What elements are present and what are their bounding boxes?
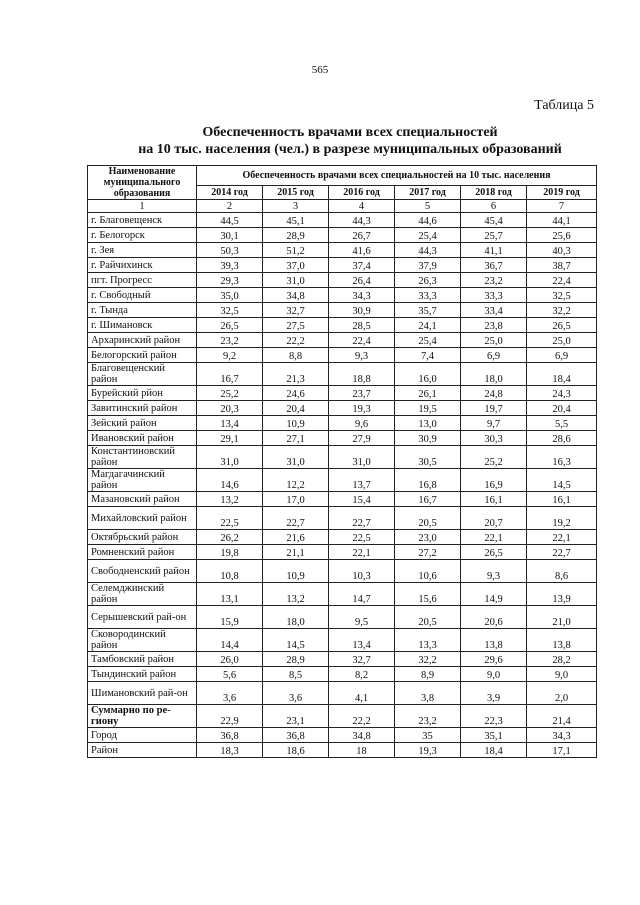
value-cell: 20,5 bbox=[395, 507, 461, 530]
value-cell: 29,1 bbox=[197, 431, 263, 446]
value-cell: 20,5 bbox=[395, 606, 461, 629]
value-cell: 13,7 bbox=[329, 469, 395, 492]
value-cell: 28,9 bbox=[263, 228, 329, 243]
value-cell: 9,0 bbox=[461, 667, 527, 682]
table-row bbox=[88, 273, 597, 288]
page-number: 565 bbox=[311, 64, 329, 76]
value-cell: 37,0 bbox=[263, 258, 329, 273]
value-cell: 33,4 bbox=[461, 303, 527, 318]
value-cell: 26,5 bbox=[197, 318, 263, 333]
column-header-municipality: Наименование муниципального образования bbox=[88, 166, 197, 200]
table-row bbox=[88, 507, 597, 530]
municipality-name-cell: г. Свободный bbox=[88, 288, 197, 303]
table-row bbox=[88, 401, 597, 416]
value-cell: 26,5 bbox=[461, 545, 527, 560]
table-row bbox=[88, 318, 597, 333]
value-cell: 22,5 bbox=[329, 530, 395, 545]
value-cell: 35 bbox=[395, 728, 461, 743]
title-line-2: на 10 тыс. населения (чел.) в разрезе муниципальных образований bbox=[138, 142, 562, 157]
value-cell: 2,0 bbox=[527, 682, 597, 705]
value-cell: 16,1 bbox=[527, 492, 597, 507]
municipality-name-cell: Завитинский район bbox=[88, 401, 197, 416]
table-row bbox=[88, 288, 597, 303]
table-row bbox=[88, 545, 597, 560]
column-number-row bbox=[88, 200, 597, 213]
table-row bbox=[88, 667, 597, 682]
value-cell: 13,8 bbox=[527, 629, 597, 652]
value-cell: 10,8 bbox=[197, 560, 263, 583]
value-cell: 32,2 bbox=[395, 652, 461, 667]
value-cell: 13,1 bbox=[197, 583, 263, 606]
value-cell: 44,3 bbox=[395, 243, 461, 258]
table-row bbox=[88, 705, 597, 728]
table-row bbox=[88, 228, 597, 243]
value-cell: 16,0 bbox=[395, 363, 461, 386]
municipality-name-cell: Ивановский район bbox=[88, 431, 197, 446]
table-row bbox=[88, 583, 597, 606]
value-cell: 8,5 bbox=[263, 667, 329, 682]
value-cell: 44,5 bbox=[197, 213, 263, 228]
value-cell: 23,2 bbox=[461, 273, 527, 288]
value-cell: 23,8 bbox=[461, 318, 527, 333]
value-cell: 15,9 bbox=[197, 606, 263, 629]
value-cell: 32,7 bbox=[329, 652, 395, 667]
value-cell: 6,9 bbox=[461, 348, 527, 363]
value-cell: 32,5 bbox=[197, 303, 263, 318]
value-cell: 14,6 bbox=[197, 469, 263, 492]
value-cell: 22,2 bbox=[329, 705, 395, 728]
value-cell: 20,7 bbox=[461, 507, 527, 530]
table-row bbox=[88, 728, 597, 743]
value-cell: 23,7 bbox=[329, 386, 395, 401]
value-cell: 24,6 bbox=[263, 386, 329, 401]
value-cell: 39,3 bbox=[197, 258, 263, 273]
value-cell: 25,2 bbox=[461, 446, 527, 469]
column-number: 6 bbox=[461, 200, 527, 213]
value-cell: 28,9 bbox=[263, 652, 329, 667]
value-cell: 16,1 bbox=[461, 492, 527, 507]
value-cell: 10,6 bbox=[395, 560, 461, 583]
value-cell: 31,0 bbox=[263, 446, 329, 469]
value-cell: 27,9 bbox=[329, 431, 395, 446]
table-row bbox=[88, 386, 597, 401]
table-row bbox=[88, 530, 597, 545]
value-cell: 20,6 bbox=[461, 606, 527, 629]
municipality-name-cell: Район bbox=[88, 743, 197, 758]
value-cell: 44,1 bbox=[527, 213, 597, 228]
value-cell: 25,2 bbox=[197, 386, 263, 401]
table-row bbox=[88, 348, 597, 363]
value-cell: 24,3 bbox=[527, 386, 597, 401]
column-header-year: 2017 год bbox=[395, 186, 461, 200]
value-cell: 20,4 bbox=[527, 401, 597, 416]
value-cell: 36,7 bbox=[461, 258, 527, 273]
value-cell: 19,7 bbox=[461, 401, 527, 416]
value-cell: 44,6 bbox=[395, 213, 461, 228]
value-cell: 21,1 bbox=[263, 545, 329, 560]
value-cell: 26,3 bbox=[395, 273, 461, 288]
table-row bbox=[88, 363, 597, 386]
table-row bbox=[88, 492, 597, 507]
value-cell: 9,5 bbox=[329, 606, 395, 629]
value-cell: 9,0 bbox=[527, 667, 597, 682]
value-cell: 5,5 bbox=[527, 416, 597, 431]
value-cell: 37,9 bbox=[395, 258, 461, 273]
column-header-year: 2016 год bbox=[329, 186, 395, 200]
value-cell: 26,7 bbox=[329, 228, 395, 243]
value-cell: 24,8 bbox=[461, 386, 527, 401]
value-cell: 18,6 bbox=[263, 743, 329, 758]
value-cell: 28,6 bbox=[527, 431, 597, 446]
value-cell: 31,0 bbox=[197, 446, 263, 469]
value-cell: 19,5 bbox=[395, 401, 461, 416]
municipality-name-cell: г. Зея bbox=[88, 243, 197, 258]
value-cell: 23,2 bbox=[197, 333, 263, 348]
value-cell: 16,9 bbox=[461, 469, 527, 492]
value-cell: 32,7 bbox=[263, 303, 329, 318]
column-number: 5 bbox=[395, 200, 461, 213]
table-row bbox=[88, 243, 597, 258]
municipality-name-cell: г. Благовещенск bbox=[88, 213, 197, 228]
value-cell: 22,4 bbox=[329, 333, 395, 348]
value-cell: 18,0 bbox=[263, 606, 329, 629]
value-cell: 8,2 bbox=[329, 667, 395, 682]
value-cell: 18,0 bbox=[461, 363, 527, 386]
value-cell: 10,3 bbox=[329, 560, 395, 583]
table-row bbox=[88, 258, 597, 273]
value-cell: 25,6 bbox=[527, 228, 597, 243]
value-cell: 25,0 bbox=[461, 333, 527, 348]
municipality-name-cell: г. Шимановск bbox=[88, 318, 197, 333]
municipality-name-cell: г. Тында bbox=[88, 303, 197, 318]
municipality-name-cell: г. Райчихинск bbox=[88, 258, 197, 273]
value-cell: 13,0 bbox=[395, 416, 461, 431]
municipality-name-cell: Архаринский район bbox=[88, 333, 197, 348]
value-cell: 14,4 bbox=[197, 629, 263, 652]
municipality-name-cell: Свободненский район bbox=[88, 560, 197, 583]
table-row bbox=[88, 446, 597, 469]
value-cell: 34,3 bbox=[329, 288, 395, 303]
value-cell: 18,4 bbox=[527, 363, 597, 386]
value-cell: 3,9 bbox=[461, 682, 527, 705]
value-cell: 19,8 bbox=[197, 545, 263, 560]
value-cell: 25,7 bbox=[461, 228, 527, 243]
value-cell: 20,3 bbox=[197, 401, 263, 416]
value-cell: 25,4 bbox=[395, 333, 461, 348]
table-row bbox=[88, 416, 597, 431]
value-cell: 15,6 bbox=[395, 583, 461, 606]
value-cell: 34,3 bbox=[527, 728, 597, 743]
value-cell: 50,3 bbox=[197, 243, 263, 258]
value-cell: 30,9 bbox=[329, 303, 395, 318]
value-cell: 30,3 bbox=[461, 431, 527, 446]
value-cell: 45,4 bbox=[461, 213, 527, 228]
value-cell: 36,8 bbox=[263, 728, 329, 743]
municipality-name-cell: Шимановский рай-он bbox=[88, 682, 197, 705]
value-cell: 16,7 bbox=[197, 363, 263, 386]
value-cell: 20,4 bbox=[263, 401, 329, 416]
value-cell: 22,5 bbox=[197, 507, 263, 530]
value-cell: 10,9 bbox=[263, 560, 329, 583]
value-cell: 14,9 bbox=[461, 583, 527, 606]
value-cell: 35,0 bbox=[197, 288, 263, 303]
table-row bbox=[88, 652, 597, 667]
table-row bbox=[88, 303, 597, 318]
value-cell: 45,1 bbox=[263, 213, 329, 228]
value-cell: 22,1 bbox=[329, 545, 395, 560]
value-cell: 30,1 bbox=[197, 228, 263, 243]
municipality-name-cell: Мазановский район bbox=[88, 492, 197, 507]
physicians-per-10k-table bbox=[87, 165, 597, 758]
value-cell: 3,6 bbox=[197, 682, 263, 705]
value-cell: 14,5 bbox=[527, 469, 597, 492]
value-cell: 40,3 bbox=[527, 243, 597, 258]
value-cell: 26,2 bbox=[197, 530, 263, 545]
value-cell: 22,7 bbox=[263, 507, 329, 530]
value-cell: 3,6 bbox=[263, 682, 329, 705]
municipality-name-cell: Зейский район bbox=[88, 416, 197, 431]
value-cell: 13,3 bbox=[395, 629, 461, 652]
value-cell: 17,0 bbox=[263, 492, 329, 507]
value-cell: 16,3 bbox=[527, 446, 597, 469]
table-row bbox=[88, 213, 597, 228]
municipality-name-cell: Сковородинский район bbox=[88, 629, 197, 652]
value-cell: 27,5 bbox=[263, 318, 329, 333]
municipality-name-cell: Серышевский рай-он bbox=[88, 606, 197, 629]
municipality-name-cell: Суммарно по ре-гиону bbox=[88, 705, 197, 728]
municipality-name-cell: пгт. Прогресс bbox=[88, 273, 197, 288]
municipality-name-cell: Благовещенский район bbox=[88, 363, 197, 386]
value-cell: 44,3 bbox=[329, 213, 395, 228]
value-cell: 23,2 bbox=[395, 705, 461, 728]
column-number: 2 bbox=[197, 200, 263, 213]
value-cell: 24,1 bbox=[395, 318, 461, 333]
value-cell: 36,8 bbox=[197, 728, 263, 743]
value-cell: 9,7 bbox=[461, 416, 527, 431]
column-header-year: 2019 год bbox=[527, 186, 597, 200]
municipality-name-cell: г. Белогорск bbox=[88, 228, 197, 243]
value-cell: 31,0 bbox=[329, 446, 395, 469]
value-cell: 16,7 bbox=[395, 492, 461, 507]
value-cell: 26,1 bbox=[395, 386, 461, 401]
value-cell: 35,1 bbox=[461, 728, 527, 743]
column-header-year: 2015 год bbox=[263, 186, 329, 200]
value-cell: 22,1 bbox=[461, 530, 527, 545]
municipality-name-cell: Октябрьский район bbox=[88, 530, 197, 545]
value-cell: 22,3 bbox=[461, 705, 527, 728]
value-cell: 9,6 bbox=[329, 416, 395, 431]
value-cell: 3,8 bbox=[395, 682, 461, 705]
value-cell: 26,4 bbox=[329, 273, 395, 288]
title-line-1: Обеспеченность врачами всех специальностей bbox=[202, 125, 498, 140]
value-cell: 7,4 bbox=[395, 348, 461, 363]
value-cell: 41,1 bbox=[461, 243, 527, 258]
value-cell: 8,6 bbox=[527, 560, 597, 583]
table-row bbox=[88, 560, 597, 583]
value-cell: 22,2 bbox=[263, 333, 329, 348]
column-group-header: Обеспеченность врачами всех специальностей на 10 тыс. населения bbox=[197, 166, 597, 186]
table-row bbox=[88, 606, 597, 629]
value-cell: 4,1 bbox=[329, 682, 395, 705]
value-cell: 22,4 bbox=[527, 273, 597, 288]
value-cell: 35,7 bbox=[395, 303, 461, 318]
value-cell: 18,8 bbox=[329, 363, 395, 386]
value-cell: 27,1 bbox=[263, 431, 329, 446]
value-cell: 26,5 bbox=[527, 318, 597, 333]
value-cell: 23,1 bbox=[263, 705, 329, 728]
value-cell: 8,9 bbox=[395, 667, 461, 682]
value-cell: 22,7 bbox=[329, 507, 395, 530]
value-cell: 28,2 bbox=[527, 652, 597, 667]
value-cell: 12,2 bbox=[263, 469, 329, 492]
value-cell: 13,2 bbox=[197, 492, 263, 507]
value-cell: 9,3 bbox=[461, 560, 527, 583]
value-cell: 16,8 bbox=[395, 469, 461, 492]
value-cell: 28,5 bbox=[329, 318, 395, 333]
value-cell: 34,8 bbox=[329, 728, 395, 743]
value-cell: 27,2 bbox=[395, 545, 461, 560]
municipality-name-cell: Город bbox=[88, 728, 197, 743]
value-cell: 21,4 bbox=[527, 705, 597, 728]
value-cell: 19,2 bbox=[527, 507, 597, 530]
value-cell: 19,3 bbox=[329, 401, 395, 416]
value-cell: 13,4 bbox=[329, 629, 395, 652]
value-cell: 21,0 bbox=[527, 606, 597, 629]
value-cell: 18 bbox=[329, 743, 395, 758]
column-number: 3 bbox=[263, 200, 329, 213]
municipality-name-cell: Селемджинский район bbox=[88, 583, 197, 606]
column-number: 4 bbox=[329, 200, 395, 213]
value-cell: 51,2 bbox=[263, 243, 329, 258]
municipality-name-cell: Тамбовский район bbox=[88, 652, 197, 667]
value-cell: 37,4 bbox=[329, 258, 395, 273]
value-cell: 31,0 bbox=[263, 273, 329, 288]
value-cell: 38,7 bbox=[527, 258, 597, 273]
value-cell: 30,9 bbox=[395, 431, 461, 446]
value-cell: 25,0 bbox=[527, 333, 597, 348]
value-cell: 21,3 bbox=[263, 363, 329, 386]
column-number: 1 bbox=[88, 200, 197, 213]
column-header-year: 2014 год bbox=[197, 186, 263, 200]
value-cell: 41,6 bbox=[329, 243, 395, 258]
value-cell: 9,3 bbox=[329, 348, 395, 363]
column-header-year: 2018 год bbox=[461, 186, 527, 200]
value-cell: 13,9 bbox=[527, 583, 597, 606]
value-cell: 13,2 bbox=[263, 583, 329, 606]
municipality-name-cell: Ромненский район bbox=[88, 545, 197, 560]
value-cell: 32,2 bbox=[527, 303, 597, 318]
value-cell: 30,5 bbox=[395, 446, 461, 469]
value-cell: 19,3 bbox=[395, 743, 461, 758]
table-label: Таблица 5 bbox=[534, 98, 594, 113]
table-row bbox=[88, 743, 597, 758]
value-cell: 14,7 bbox=[329, 583, 395, 606]
value-cell: 18,3 bbox=[197, 743, 263, 758]
value-cell: 34,8 bbox=[263, 288, 329, 303]
value-cell: 13,4 bbox=[197, 416, 263, 431]
value-cell: 17,1 bbox=[527, 743, 597, 758]
value-cell: 23,0 bbox=[395, 530, 461, 545]
table-row bbox=[88, 431, 597, 446]
value-cell: 8,8 bbox=[263, 348, 329, 363]
table-row bbox=[88, 629, 597, 652]
municipality-name-cell: Магдагачинский район bbox=[88, 469, 197, 492]
value-cell: 25,4 bbox=[395, 228, 461, 243]
value-cell: 29,3 bbox=[197, 273, 263, 288]
table-row bbox=[88, 469, 597, 492]
value-cell: 32,5 bbox=[527, 288, 597, 303]
municipality-name-cell: Михайловский район bbox=[88, 507, 197, 530]
value-cell: 33,3 bbox=[395, 288, 461, 303]
municipality-name-cell: Константиновский район bbox=[88, 446, 197, 469]
municipality-name-cell: Бурейский рйон bbox=[88, 386, 197, 401]
value-cell: 18,4 bbox=[461, 743, 527, 758]
value-cell: 26,0 bbox=[197, 652, 263, 667]
value-cell: 10,9 bbox=[263, 416, 329, 431]
value-cell: 22,9 bbox=[197, 705, 263, 728]
value-cell: 9,2 bbox=[197, 348, 263, 363]
municipality-name-cell: Тындинский район bbox=[88, 667, 197, 682]
value-cell: 5,6 bbox=[197, 667, 263, 682]
value-cell: 15,4 bbox=[329, 492, 395, 507]
table-body bbox=[88, 213, 597, 758]
document-title bbox=[0, 124, 640, 158]
value-cell: 33,3 bbox=[461, 288, 527, 303]
table-row bbox=[88, 333, 597, 348]
value-cell: 14,5 bbox=[263, 629, 329, 652]
value-cell: 22,1 bbox=[527, 530, 597, 545]
value-cell: 22,7 bbox=[527, 545, 597, 560]
value-cell: 6,9 bbox=[527, 348, 597, 363]
value-cell: 13,8 bbox=[461, 629, 527, 652]
table-row bbox=[88, 682, 597, 705]
municipality-name-cell: Белогорский район bbox=[88, 348, 197, 363]
value-cell: 21,6 bbox=[263, 530, 329, 545]
column-number: 7 bbox=[527, 200, 597, 213]
value-cell: 29,6 bbox=[461, 652, 527, 667]
